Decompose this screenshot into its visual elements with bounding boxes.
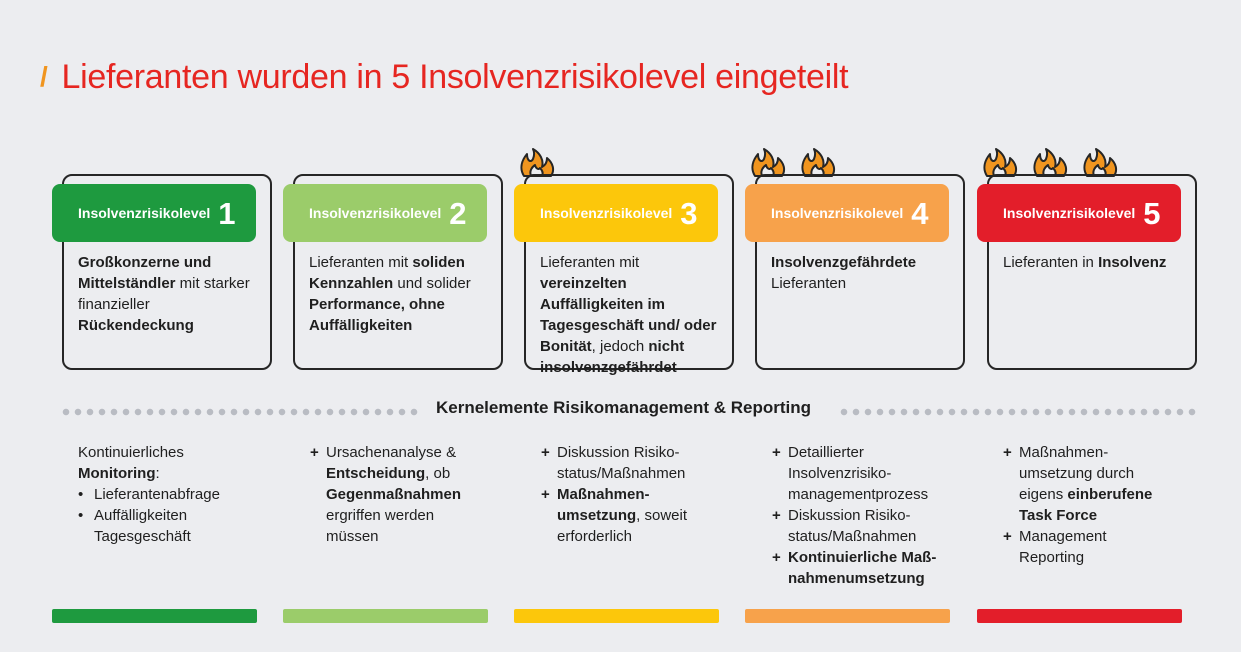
kernel-column-4 [772, 442, 942, 589]
level-description [540, 252, 726, 378]
plus-item-text [788, 549, 936, 587]
level-card-1 [52, 148, 272, 370]
kernel-column-3 [541, 442, 711, 547]
text-run: , ob [425, 465, 451, 482]
text-run: nicht insolvenzgefährdet [540, 338, 685, 376]
text-run: Großkonzerne und Mittelständler [78, 254, 212, 292]
level-label: Insolvenzrisikolevel [309, 205, 442, 221]
level-header [514, 184, 718, 242]
plus-icon: + [310, 444, 319, 461]
text-run: soliden Kennzahlen [309, 254, 465, 292]
color-bar-5 [977, 609, 1182, 623]
kernel-column-1 [78, 442, 248, 547]
text-run: Lieferanten in [1003, 254, 1099, 271]
column-intro [78, 442, 248, 484]
text-run: Monitoring [78, 465, 156, 482]
bullet-marker: • [78, 507, 84, 524]
color-bar-1 [52, 609, 257, 623]
text-run: und solider [393, 275, 471, 292]
text-run: Rückendeckung [78, 317, 194, 334]
plus-icon: + [541, 444, 550, 461]
level-number: 3 [680, 195, 698, 231]
level-number: 1 [218, 195, 236, 231]
text-run: Kontinuierliches [78, 444, 184, 461]
plus-item-text [1019, 528, 1107, 566]
level-label: Insolvenzrisikolevel [540, 205, 673, 221]
plus-item [772, 505, 942, 547]
plus-item [310, 442, 480, 547]
text-run: Performance, ohne Auffälligkeiten [309, 296, 445, 334]
text-run: Diskussion Risiko-status/Maßnahmen [557, 444, 686, 482]
plus-item [541, 442, 711, 484]
text-run: mit starker finanzieller [78, 275, 250, 313]
level-header [283, 184, 487, 242]
plus-icon: + [1003, 528, 1012, 545]
kernel-divider [60, 398, 1200, 424]
kernel-column-5 [1003, 442, 1173, 568]
color-bar-4 [745, 609, 950, 623]
text-run: Detaillierter Insolvenzrisiko-managementprozess [788, 444, 929, 503]
title-marker: / [40, 61, 48, 92]
text-run: Gegenmaßnahmen [326, 486, 462, 503]
bullet-marker: • [78, 486, 84, 503]
plus-item-text [326, 444, 461, 545]
level-card-4 [745, 148, 965, 370]
level-description [1003, 252, 1189, 273]
plus-icon: + [772, 507, 781, 524]
text-run: Lieferanten mit [309, 254, 413, 271]
text-run: Insolvenz [1098, 254, 1167, 271]
color-bar-2 [283, 609, 488, 623]
plus-icon: + [772, 549, 781, 566]
plus-item [541, 484, 711, 547]
text-run: Lieferanten mit [540, 254, 640, 271]
level-number: 2 [449, 195, 467, 231]
bullet-item [78, 484, 248, 505]
text-run: Management Reporting [1019, 528, 1107, 566]
text-run: Lieferanten [771, 275, 847, 292]
text-run: , soweit erforderlich [557, 507, 688, 545]
level-label: Insolvenzrisikolevel [78, 205, 211, 221]
text-run: Insolvenzgefährdete [771, 254, 917, 271]
text-run: : [155, 465, 160, 482]
level-description [78, 252, 264, 336]
kernel-column-2 [310, 442, 480, 547]
text-run: ergriffen werden müssen [326, 507, 435, 545]
text-run: Ursachenanalyse & [326, 444, 457, 461]
plus-icon: + [541, 486, 550, 503]
bullet-text: Auffälligkeiten Tagesgeschäft [94, 507, 191, 545]
plus-icon: + [1003, 444, 1012, 461]
text-run: Diskussion Risiko-status/Maßnahmen [788, 507, 917, 545]
text-run: , jedoch [591, 338, 649, 355]
level-number: 4 [911, 195, 929, 231]
level-card-5 [977, 148, 1197, 370]
level-header [52, 184, 256, 242]
plus-item-text [1019, 444, 1152, 524]
text-run: einberufene Task Force [1019, 486, 1153, 524]
level-card-2 [283, 148, 503, 370]
plus-item-text [557, 444, 685, 482]
plus-item [1003, 526, 1173, 568]
level-description [309, 252, 495, 336]
bullet-text: Lieferantenabfrage [94, 486, 220, 503]
text-run: Kontinuierliche Maß-nahmenumsetzung [788, 549, 937, 587]
plus-item-text [788, 507, 916, 545]
dotted-line-left [60, 408, 420, 416]
plus-item [772, 547, 942, 589]
level-label: Insolvenzrisikolevel [771, 205, 904, 221]
text-run: Maßnahmen-umsetzung durch eigens [1019, 444, 1135, 503]
plus-item [1003, 442, 1173, 526]
kernel-title: Kernelemente Risikomanagement & Reporting [436, 398, 812, 417]
level-card-3 [514, 148, 734, 376]
page-title [40, 58, 848, 97]
bullet-item [78, 505, 248, 547]
text-run: Entscheidung [326, 465, 426, 482]
plus-item-text [557, 486, 687, 545]
text-run: Maßnahmen-umsetzung [557, 486, 650, 524]
title-text: Lieferanten wurden in 5 Insolvenzrisikolevel eingeteilt [61, 58, 849, 96]
plus-icon: + [772, 444, 781, 461]
plus-item-text [788, 444, 928, 503]
dotted-line-right [838, 408, 1200, 416]
level-label: Insolvenzrisikolevel [1003, 205, 1136, 221]
level-description [771, 252, 957, 294]
plus-item [772, 442, 942, 505]
level-number: 5 [1143, 195, 1161, 231]
text-run: vereinzelten Auffälligkeiten im Tagesgeschäft und/ oder Bonität [540, 275, 717, 355]
level-header [745, 184, 949, 242]
level-header [977, 184, 1181, 242]
color-bar-3 [514, 609, 719, 623]
